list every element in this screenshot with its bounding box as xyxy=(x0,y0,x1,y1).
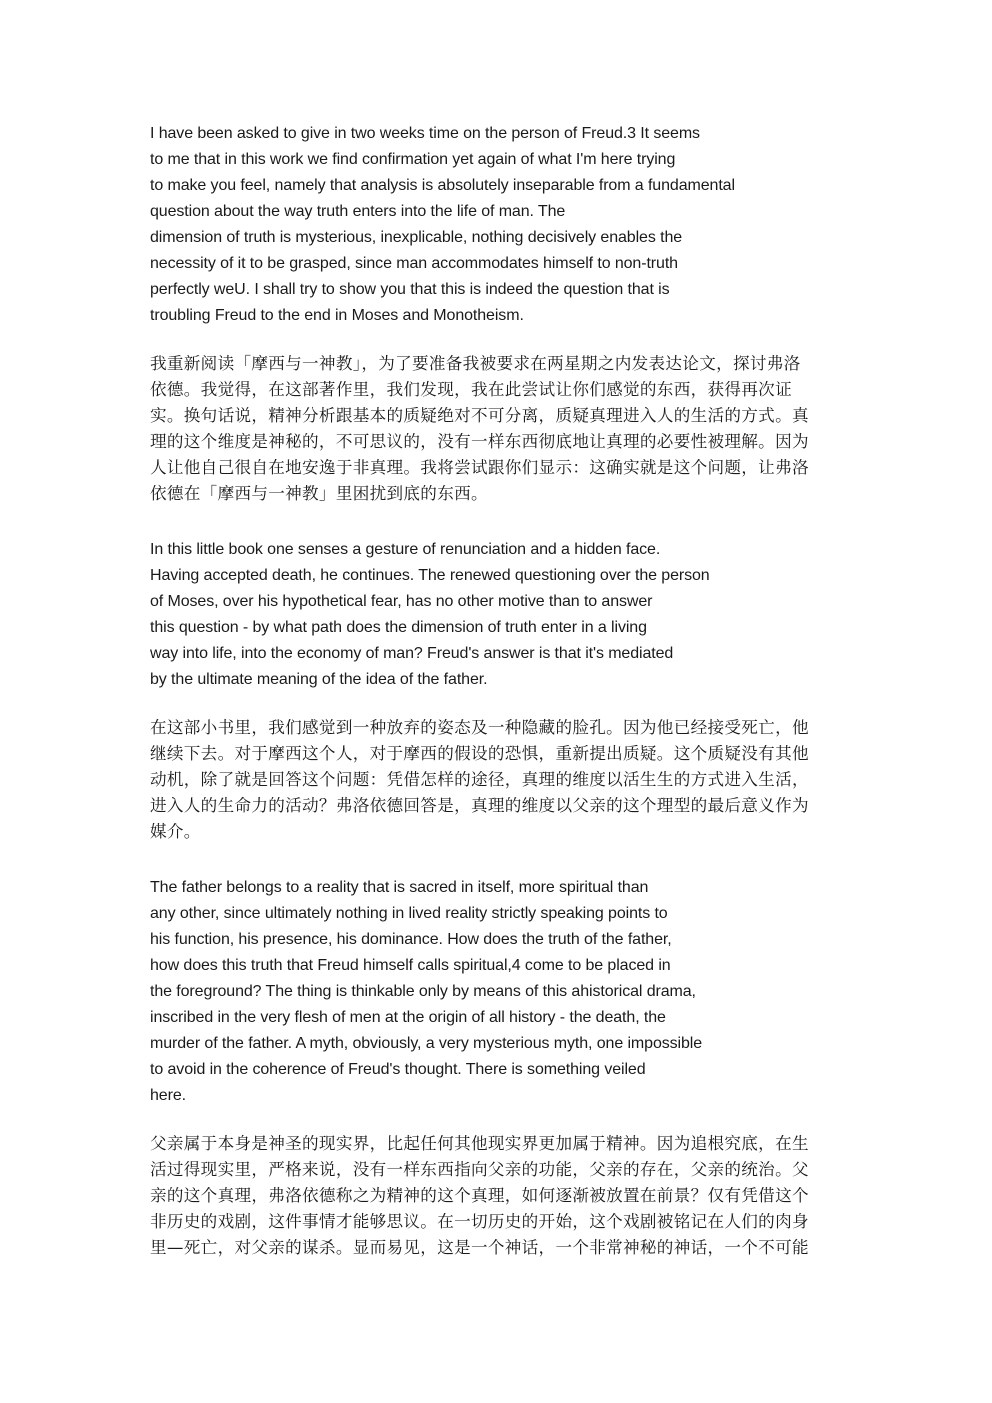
text-line: here. xyxy=(150,1087,186,1104)
text-line: 活过得现实里，严格来说，没有一样东西指向父亲的功能，父亲的存在，父亲的统治。父 xyxy=(150,1160,809,1179)
paragraph-zh-3 xyxy=(150,1131,809,1261)
text-line: dimension of truth is mysterious, inexplicable, nothing decisively enables the xyxy=(150,229,683,246)
text-line: this question - by what path does the dimension of truth enter in a living xyxy=(150,619,647,636)
text-line: to me that in this work we find confirmation yet again of what I'm here trying xyxy=(150,151,676,168)
text-line: Having accepted death, he continues. The renewed questioning over the person xyxy=(150,567,710,584)
text-line: 进入人的生命力的活动？弗洛依德回答是，真理的维度以父亲的这个理型的最后意义作为 xyxy=(150,796,809,815)
text-line: the foreground? The thing is thinkable only by means of this ahistorical drama, xyxy=(150,983,696,1000)
text-line: 理的这个维度是神秘的，不可思议的，没有一样东西彻底地让真理的必要性被理解。因为 xyxy=(150,432,809,451)
text-line: I have been asked to give in two weeks time on the person of Freud.3 It seems xyxy=(150,125,700,142)
text-line: his function, his presence, his dominance. How does the truth of the father, xyxy=(150,931,672,948)
text-line: The father belongs to a reality that is sacred in itself, more spiritual than xyxy=(150,879,649,896)
text-line: 依德在「摩西与一神教」里困扰到底的东西。 xyxy=(150,484,488,503)
text-line: 动机，除了就是回答这个问题：凭借怎样的途径，真理的维度以活生生的方式进入生活， xyxy=(150,770,809,789)
paragraph-en-3 xyxy=(150,875,702,1109)
text-line: any other, since ultimately nothing in lived reality strictly speaking points to xyxy=(150,905,668,922)
text-line: 实。换句话说，精神分析跟基本的质疑绝对不可分离，质疑真理进入人的生活的方式。真 xyxy=(150,406,809,425)
text-line: to avoid in the coherence of Freud's thought. There is something veiled xyxy=(150,1061,646,1078)
text-line: perfectly weU. I shall try to show you that this is indeed the question that is xyxy=(150,281,670,298)
text-line: 亲的这个真理，弗洛依德称之为精神的这个真理，如何逐渐被放置在前景？仅有凭借这个 xyxy=(150,1186,809,1205)
text-line: of Moses, over his hypothetical fear, has no other motive than to answer xyxy=(150,593,653,610)
text-line: murder of the father. A myth, obviously, a very mysterious myth, one impossible xyxy=(150,1035,703,1052)
text-line: 依德。我觉得，在这部著作里，我们发现，我在此尝试让你们感觉的东西，获得再次证 xyxy=(150,380,792,399)
paragraph-en-1 xyxy=(150,121,735,329)
text-line: 媒介。 xyxy=(150,822,201,841)
paragraph-zh-1 xyxy=(150,351,809,507)
text-line: how does this truth that Freud himself calls spiritual,4 come to be placed in xyxy=(150,957,671,974)
text-line: question about the way truth enters into the life of man. The xyxy=(150,203,566,220)
text-line: way into life, into the economy of man? Freud's answer is that it's mediated xyxy=(150,645,674,662)
text-line: troubling Freud to the end in Moses and Monotheism. xyxy=(150,307,524,324)
text-line: to make you feel, namely that analysis is absolutely inseparable from a fundamental xyxy=(150,177,735,194)
text-line: 在这部小书里，我们感觉到一种放弃的姿态及一种隐藏的脸孔。因为他已经接受死亡，他 xyxy=(150,718,809,737)
paragraph-zh-2 xyxy=(150,715,809,845)
text-line: 人让他自己很自在地安逸于非真理。我将尝试跟你们显示：这确实就是这个问题，让弗洛 xyxy=(150,458,809,477)
paragraph-en-2 xyxy=(150,537,710,693)
text-line: 继续下去。对于摩西这个人，对于摩西的假设的恐惧，重新提出质疑。这个质疑没有其他 xyxy=(150,744,809,763)
text-line: 父亲属于本身是神圣的现实界，比起任何其他现实界更加属于精神。因为追根究底，在生 xyxy=(150,1134,809,1153)
text-line: inscribed in the very flesh of men at the origin of all history - the death, the xyxy=(150,1009,666,1026)
text-line: 我重新阅读「摩西与一神教」，为了要准备我被要求在两星期之内发表达论文，探讨弗洛 xyxy=(150,354,801,373)
text-line: necessity of it to be grasped, since man accommodates himself to non-truth xyxy=(150,255,678,272)
text-line: by the ultimate meaning of the idea of the father. xyxy=(150,671,488,688)
text-line: 非历史的戏剧，这件事情才能够思议。在一切历史的开始，这个戏剧被铭记在人们的肉身 xyxy=(150,1212,809,1231)
text-line: In this little book one senses a gesture of renunciation and a hidden face. xyxy=(150,541,661,558)
text-line: 里—死亡，对父亲的谋杀。显而易见，这是一个神话，一个非常神秘的神话，一个不可能 xyxy=(150,1238,809,1257)
